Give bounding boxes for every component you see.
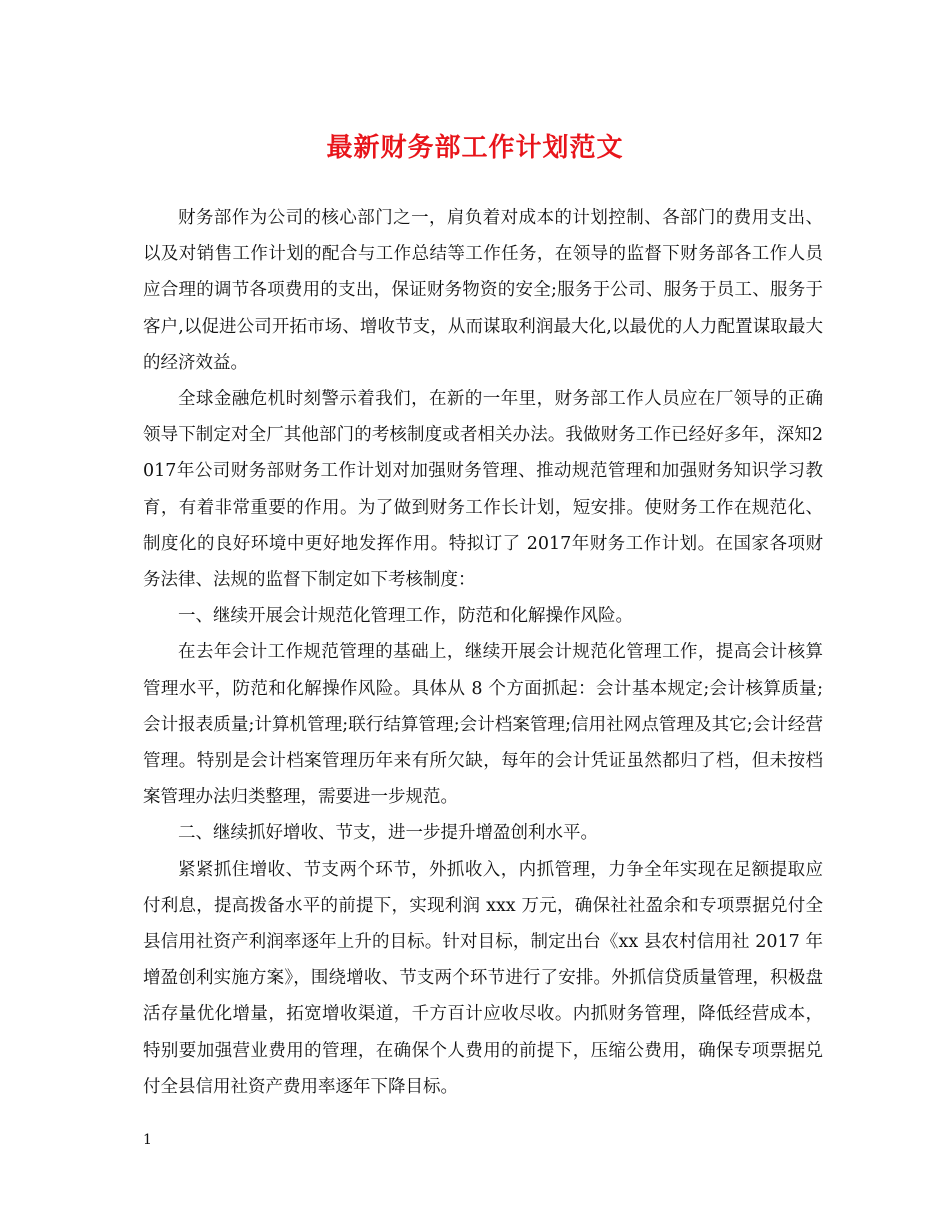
paragraph-background: 全球金融危机时刻警示着我们，在新的一年里，财务部工作人员应在厂领导的正确领导下制定对全厂其他部门的考核制度或者相关办法。我做财务工作已经好多年，深知2017年公司财务部财务工作计划对加强财务管理、推动规范管理和加强财务知识学习教育，有着非常重要的作用。为了做到财务工作长计划，短安排。使财务工作在规范化、制度化的良好环境中更好地发挥作用。特拟订了 2017年财务工作计划。在国家各项财务法律、法规的监督下制定如下考核制度： bbox=[143, 389, 823, 591]
page-title: 最新财务部工作计划范文 bbox=[326, 133, 624, 163]
document-body bbox=[143, 200, 823, 1105]
paragraph-intro: 财务部作为公司的核心部门之一，肩负着对成本的计划控制、各部门的费用支出、以及对销售工作计划的配合与工作总结等工作任务，在领导的监督下财务部各工作人员应合理的调节各项费用的支出，保证财务物资的安全;服务于公司、服务于员工、服务于客户,以促进公司开拓市场、增收节支，从而谋取利润最大化,以最优的人力配置谋取最大的经济效益。 bbox=[143, 208, 823, 373]
paragraph-section-2: 紧紧抓住增收、节支两个环节，外抓收入，内抓管理，力争全年实现在足额提取应付利息，提高拨备水平的前提下，实现利润 xxx 万元，确保社社盈余和专项票据兑付全县信用社资产利润率逐年上升的目标。针对目标，制定出台《xx 县农村信用社 2017 年增盈创利实施方案》，围绕增收、节支两个环节进行了安排。外抓信贷质量管理，积极盘活存量优化增量，拓宽增收渠道，千方百计应收尽收。内抓财务管理，降低经营成本，特别要加强营业费用的管理，在确保个人费用的前提下，压缩公费用，确保专项票据兑付全县信用社资产费用率逐年下降目标。 bbox=[143, 859, 823, 1097]
page-number: 1 bbox=[143, 1132, 152, 1148]
section-heading-1: 一、继续开展会计规范化管理工作，防范和化解操作风险。 bbox=[178, 606, 633, 627]
paragraph-section-1: 在去年会计工作规范管理的基础上，继续开展会计规范化管理工作，提高会计核算管理水平，防范和化解操作风险。具体从 8 个方面抓起：会计基本规定;会计核算质量;会计报表质量;计算机管理;联行结算管理;会计档案管理;信用社网点管理及其它;会计经营管理。特别是会计档案管理历年来有所欠缺，每年的会计凭证虽然都归了档，但未按档案管理办法归类整理，需要进一步规范。 bbox=[143, 642, 823, 808]
section-heading-2: 二、继续抓好增收、节支，进一步提升增盈创利水平。 bbox=[178, 823, 598, 844]
